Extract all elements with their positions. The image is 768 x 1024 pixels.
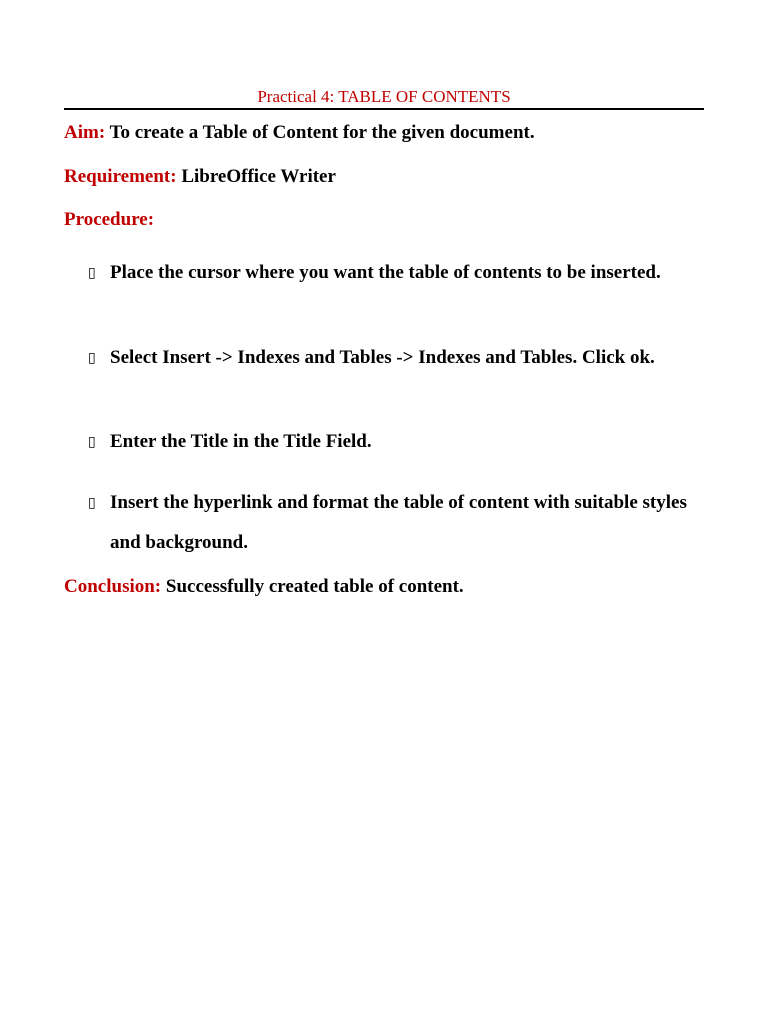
procedure-step-text: Place the cursor where you want the table of contents to be inserted. [110,262,661,283]
aim-paragraph [64,121,704,145]
requirement-paragraph [64,165,704,189]
procedure-step-text: Insert the hyperlink and format the table of content with suitable styles and background. [110,492,687,553]
square-bullet-icon: ▯ [88,265,96,281]
procedure-step-text: Enter the Title in the Title Field. [110,431,372,452]
requirement-label: Requirement: [64,166,177,187]
procedure-step [88,253,688,293]
procedure-step [88,338,688,378]
conclusion-paragraph [64,575,704,599]
procedure-step [88,422,688,462]
square-bullet-icon: ▯ [88,350,96,366]
aim-label: Aim: [64,122,106,143]
header-divider [64,108,704,110]
square-bullet-icon: ▯ [88,434,96,450]
requirement-text: LibreOffice Writer [176,166,336,187]
conclusion-text: Successfully created table of content. [161,576,464,597]
procedure-step-text: Select Insert -> Indexes and Tables -> Indexes and Tables. Click ok. [110,347,655,368]
aim-text: To create a Table of Content for the given document. [105,122,535,143]
square-bullet-icon: ▯ [88,495,96,511]
conclusion-label: Conclusion: [64,576,162,597]
page-header-title: Practical 4: TABLE OF CONTENTS [257,87,511,106]
procedure-heading [64,208,704,232]
procedure-label: Procedure: [64,209,155,230]
procedure-step [88,483,688,563]
